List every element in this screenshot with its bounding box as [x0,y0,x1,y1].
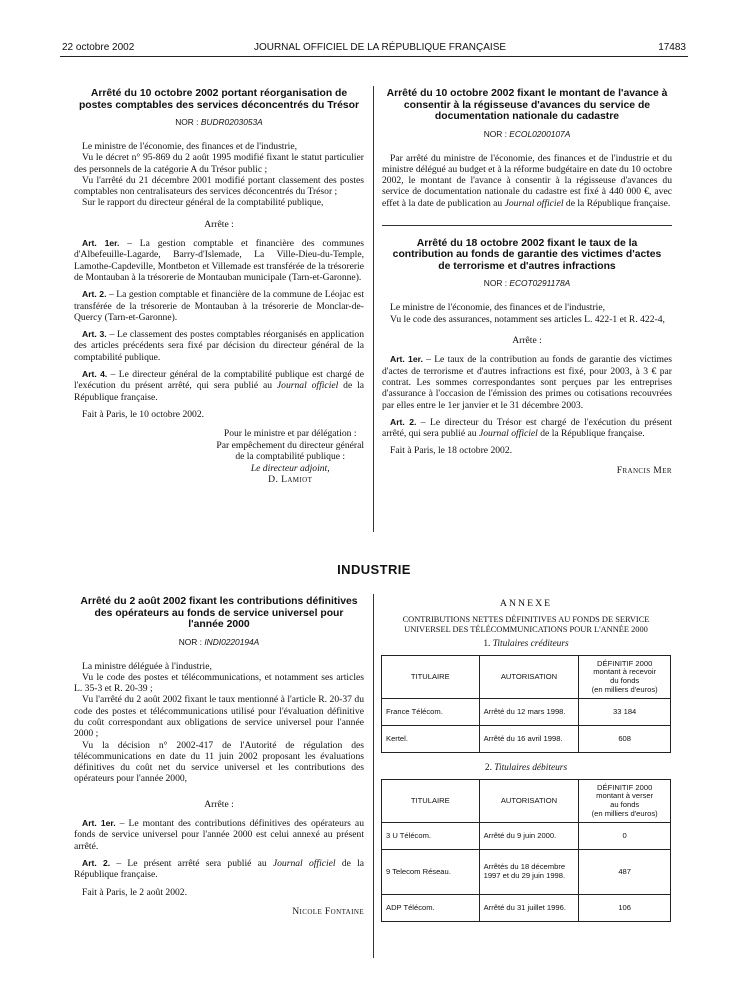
done-at: Fait à Paris, le 2 août 2002. [82,886,187,898]
preamble-line: Vu la décision n° 2002-417 de l'Autorité de régulation des télécommunications en date du 11 juin 2002 proposant les évaluations définitives du coût net du service universel et les contributions des opérateurs pour l'année 2000, [74,739,364,785]
annexe-subtitle: CONTRIBUTIONS NETTES DÉFINITIVES AU FONDS DE SERVICE UNIVERSEL DES TÉLÉCOMMUNICATIONS POUR L'ANNÉE 2000 [402,615,650,634]
article-label: Art. 2. [82,289,107,300]
preamble-line: Le ministre de l'économie, des finances et de l'industrie, [390,302,605,314]
preamble-line: Le ministre de l'économie, des finances et de l'industrie, [82,141,297,152]
arrete-label: Arrête : [512,335,542,347]
article-label: Art. 1er. [82,238,120,249]
table-debiteurs [381,779,671,922]
done-at: Fait à Paris, le 10 octobre 2002. [82,408,205,420]
nor-reference: NOR : ECOT0291178A [483,278,571,289]
table-caption: 1. Titulaires créditeurs [483,639,569,649]
article-label: Art. 1er. [390,354,423,365]
article-1: Art. 1er. – Le taux de la contribution au fonds de garantie des victimes d'actes de terrorisme et d'autres infractions est fixé, pour 2003, à 3 € par contrat. Les sommes correspondantes sont perçues par les entreprises d'assurance à l'occasion de l'émission des primes ou cotisations recouvrées par elles entre le 1er janvier et le 31 décembre 2003. [382,354,672,411]
table-row [382,699,671,726]
preamble-line: La ministre déléguée à l'industrie, [82,660,212,672]
annexe-heading: ANNEXE [499,598,553,609]
cell-montant: 106 [579,895,671,922]
article-1: Art. 1er. – La gestion comptable et financière des communes d'Albefeuille-Lagarde, Barry-d'Islemade, La Ville-Dieu-du-Temple, Lamothe-Capdeville, Montbeton et Villemade est transférée de la trésorerie de Montauban à la trésorerie de Montauban municipale (Tarn-et-Garonne). [74,238,364,283]
cell-titulaire: France Télécom. [382,699,480,726]
article-label: Art. 2. [82,857,111,868]
preamble-line: Vu l'arrêté du 21 décembre 2001 modifié portant classement des postes comptables non centralisateurs des services déconcentrés du Trésor ; [74,174,364,198]
done-at: Fait à Paris, le 18 octobre 2002. [390,445,513,457]
signatory-name: Nicole Fontaine [292,905,364,917]
header-definitif: DÉFINITIF 2000 montant à verser au fonds (en milliers d'euros) [579,780,671,823]
cell-autorisation: Arrêtés du 18 décembre 1997 et du 29 juin 1998. [479,850,579,895]
table-row [382,895,671,922]
signatory-name: D. Lamiot [268,474,313,486]
table-header-row [382,656,671,699]
arrete-tresor [74,88,364,486]
arrete-industrie [74,596,364,917]
arrete-label: Arrête : [204,798,234,810]
page-number: 17483 [658,42,686,53]
preamble-line: Vu l'arrêté du 2 août 2002 fixant le taux mentionné à l'article R. 20-37 du code des postes et télécommunications utilisé pour l'évaluation définitive du coût correspondant aux obligations de service universel pour l'année 2000 ; [74,694,364,740]
article-2: Art. 2. – Le présent arrêté sera publié au Journal officiel de la République française. [74,857,365,881]
header-definitif: DÉFINITIF 2000 montant à recevoir du fonds (en milliers d'euros) [579,656,671,699]
cell-autorisation: Arrêté du 9 juin 2000. [479,823,579,850]
cell-autorisation: Arrêté du 16 avril 1998. [479,726,579,753]
article-2: Art. 2. – Le directeur du Trésor est chargé de l'exécution du présent arrêté, qui sera publié au Journal officiel de la République française. [382,416,672,440]
header-autorisation: AUTORISATION [479,656,579,699]
arrete-title: Arrêté du 18 octobre 2002 fixant le taux de la contribution au fonds de garantie des victimes d'actes de terrorisme et d'autres infractions [392,237,662,272]
article-label: Art. 3. [82,329,107,340]
signatory-name: Francis Mer [616,464,672,476]
signature-block [382,465,672,477]
cell-titulaire: ADP Télécom. [382,895,480,922]
nor-code: ECOT0291178A [509,278,571,289]
arrete-title: Arrêté du 2 août 2002 fixant les contributions définitives des opérateurs au fonds de service universel pour l'année 2000 [80,596,358,630]
nor-reference: NOR : ECOL0200107A [483,128,571,139]
cell-autorisation: Arrêté du 31 juillet 1996. [479,895,579,922]
article-3: Art. 3. – Le classement des postes comptables réorganisés en application des articles précédents sera fixé par décision du directeur général de la comptabilité publique. [74,329,365,363]
table-caption: 2. Titulaires débiteurs [484,763,568,773]
journal-title: JOURNAL OFFICIEL DE LA RÉPUBLIQUE FRANÇAISE [253,42,507,53]
signature-block [74,906,364,918]
cell-titulaire: Kertel. [382,726,480,753]
header-date: 22 octobre 2002 [62,42,135,53]
arrete-title: Arrêté du 10 octobre 2002 fixant le montant de l'avance à consentir à la régisseuse d'avances du service de documentation nationale du cadastre [386,88,668,122]
article-2: Art. 2. – La gestion comptable et financière de la commune de Léojac est transférée de la trésorerie de Montauban à la trésorerie de Monclar-de-Quercy (Tarn-et-Garonne). [74,289,364,323]
signature-block: Pour le ministre et par délégation : Par empêchement du directeur général de la comptabilité publique : Le directeur adjoint, D. Lamiot [216,428,364,486]
nor-code: BUDR0203053A [200,117,263,127]
nor-reference: NOR : BUDR0203053A [175,117,263,127]
header-titulaire: TITULAIRE [382,780,480,823]
arrete-body: Par arrêté du ministre de l'économie, des finances et de l'industrie et du ministre délégué au budget et à la réforme budgétaire en date du 10 octobre 2002, le montant de l'avance à consentir à la régisseuse d'avances du service de documentation nationale du cadastre est fixé à 440 000 €, avec effet à la date de publication au Journal officiel de la République française. [382,152,672,209]
arrete-label: Arrête : [204,218,234,230]
column-divider-bottom [373,594,374,958]
table-row [382,850,671,895]
preamble-line: Sur le rapport du directeur général de la comptabilité publique, [82,197,324,209]
header-autorisation: AUTORISATION [479,780,579,823]
header-titulaire: TITULAIRE [382,656,480,699]
cell-titulaire: 3 U Télécom. [382,823,480,850]
preamble-line: Vu le code des postes et télécommunications, et notamment ses articles L. 35-3 et R. 20-39 ; [74,671,364,695]
cell-montant: 608 [579,726,671,753]
section-separator [382,225,672,226]
arrete-cadastre [382,88,672,476]
article-label: Art. 1er. [82,818,116,829]
table-row [382,726,671,753]
section-heading: INDUSTRIE [337,562,411,577]
preamble-line: Vu le décret n° 95-869 du 2 août 1995 modifié fixant le statut particulier des personnels de la catégorie A du Trésor public ; [74,152,364,175]
article-label: Art. 4. [82,369,108,380]
table-crediteurs [381,655,671,753]
column-divider-top [373,86,374,532]
article-label: Art. 2. [390,416,417,427]
cell-montant: 487 [579,850,671,895]
article-4: Art. 4. – Le directeur général de la comptabilité publique est chargé de l'exécution du présent arrêté, qui sera publié au Journal officiel de la République française. [74,369,364,403]
cell-autorisation: Arrêté du 12 mars 1998. [479,699,579,726]
cell-montant: 33 184 [579,699,671,726]
nor-reference: NOR : INDI0220194A [178,636,260,647]
header-rule [60,56,688,57]
cell-titulaire: 9 Telecom Réseau. [382,850,480,895]
preamble-line: Vu le code des assurances, notamment ses articles L. 422-1 et R. 422-4, [390,313,665,325]
nor-code: INDI0220194A [204,636,260,647]
annexe [380,598,672,922]
article-1: Art. 1er. – Le montant des contributions définitives des opérateurs au fonds de service universel pour l'année 2000 est celui annexé au présent arrêté. [74,818,364,852]
nor-code: ECOL0200107A [509,128,571,139]
arrete-title: Arrêté du 10 octobre 2002 portant réorganisation de postes comptables des services déconcentrés du Trésor [78,88,360,111]
cell-montant: 0 [579,823,671,850]
table-row [382,823,671,850]
table-header-row [382,780,671,823]
